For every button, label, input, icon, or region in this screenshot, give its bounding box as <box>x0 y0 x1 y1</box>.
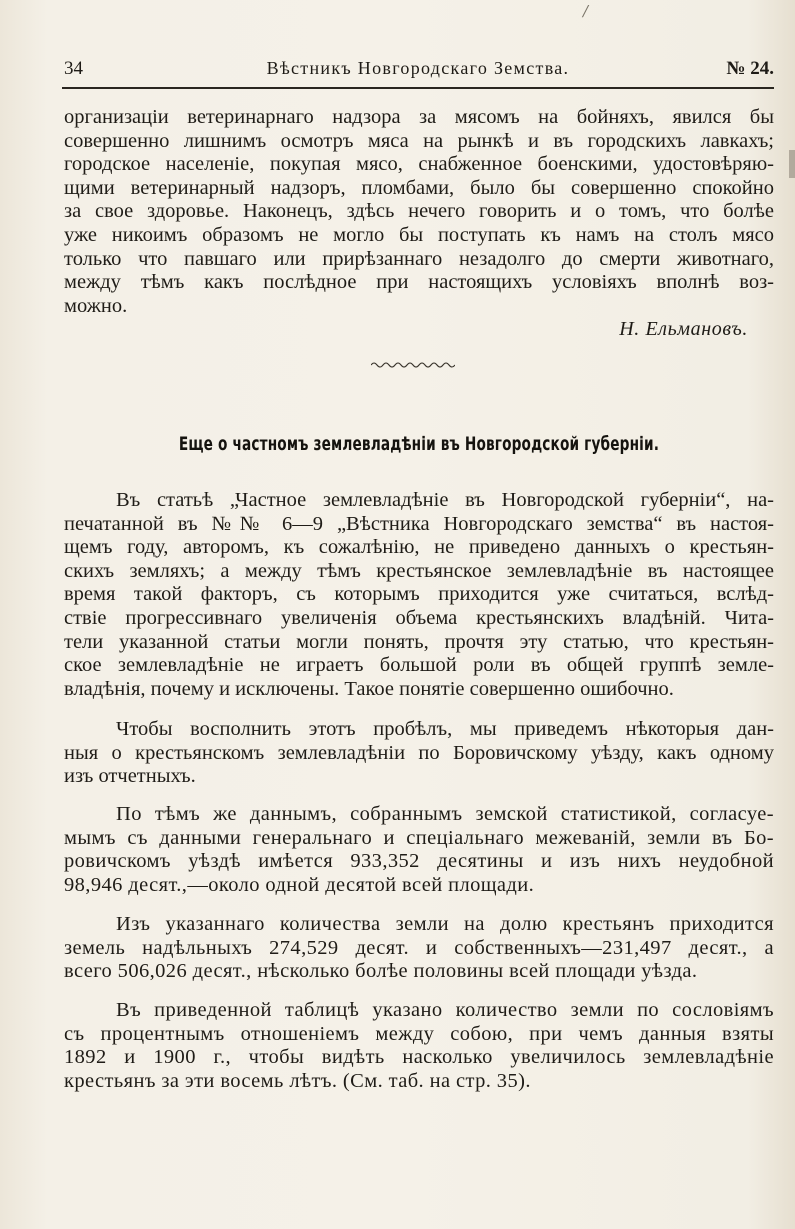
article-paragraph <box>64 803 774 897</box>
article-title: Еще о частномъ землевладѣніи въ Новгородской губерніи. <box>178 433 660 455</box>
text-line: ствіе прогрессивнаго увеличенія объема крестьянскихъ владѣній. Чита- <box>64 606 774 629</box>
text-line: ныя о крестьянскомъ землевладѣніи по Боровичскому уѣзду, какъ одному <box>64 741 774 764</box>
text-line: совершенно лишнимъ осмотръ мяса на рынкѣ и въ городскихъ лавкахъ; <box>64 129 774 152</box>
article-paragraph <box>64 913 774 984</box>
text-line: между тѣмъ какъ послѣдное при настоящихъ условіяхъ вполнѣ воз- <box>64 271 774 294</box>
text-line: тели указанной статьи могли понять, прочтя эту статью, что крестьян- <box>64 630 774 653</box>
journal-title: Вѣстникъ Новгородскаго Земства. <box>266 58 570 78</box>
text-line: земель надѣльныхъ 274,529 десят. и собственныхъ—231,497 десят., а <box>64 936 774 959</box>
article-paragraph <box>64 999 774 1093</box>
text-line: печатанной въ №№ 6—9 „Вѣстника Новгородскаго земства“ въ настоя- <box>64 512 774 535</box>
text-line: изъ отчетныхъ. <box>64 765 196 788</box>
text-line: владѣнія, почему и исключены. Такое понятіе совершенно ошибочно. <box>64 677 674 700</box>
previous-article-text <box>64 106 774 318</box>
text-line: 1892 и 1900 г., чтобы видѣть насколько увеличилось землевладѣніе <box>64 1046 774 1069</box>
article-paragraph <box>64 718 774 789</box>
text-line: крестьянъ за эти восемь лѣтъ. (См. таб. на стр. 35). <box>64 1069 531 1092</box>
page-number: 34 <box>64 58 83 79</box>
text-line: скихъ земляхъ; а между тѣмъ крестьянское землевладѣніе въ настоящее <box>64 559 774 582</box>
text-line: Чтобы восполнить этотъ пробѣлъ, мы приведемъ нѣкоторыя дан- <box>116 718 774 740</box>
text-line: 98,946 десят.,—около одной десятой всей площади. <box>64 873 535 896</box>
text-line: Въ приведенной таблицѣ указано количество земли по сословіямъ <box>116 999 774 1021</box>
text-line: съ процентнымъ отношеніемъ между собою, при чемъ данныя взяты <box>64 1022 774 1045</box>
page-edge-tab <box>789 150 795 178</box>
pencil-mark: / <box>583 2 589 20</box>
text-line: уже никоимъ образомъ не могло бы поступать къ намъ на столъ мясо <box>64 223 774 246</box>
header-rule <box>62 87 774 89</box>
text-line: городское населеніе, покупая мясо, снабженное боенскими, удостовѣряю- <box>64 153 774 176</box>
text-line: организаціи ветеринарнаго надзора за мясомъ на бойняхъ, явился бы <box>64 106 774 128</box>
text-line: за свое здоровье. Наконецъ, здѣсь нечего говорить и о томъ, что болѣе <box>64 200 774 223</box>
running-head <box>62 58 774 84</box>
text-line: ровичскомъ уѣздѣ имѣется 933,352 десятины и изъ нихъ неудобной <box>64 850 774 873</box>
text-line: ское землевладѣніе не играетъ большой роли въ общей группѣ земле- <box>64 654 774 677</box>
text-line: щемъ году, авторомъ, къ сожалѣнію, не приведено данныхъ о крестьян- <box>64 536 774 559</box>
author-signature: Н. Ельмановъ. <box>619 318 748 340</box>
text-line: По тѣмъ же даннымъ, собраннымъ земской статистикой, согласуе- <box>116 803 774 825</box>
text-line: Изъ указаннаго количества земли на долю крестьянъ приходится <box>116 913 774 935</box>
text-line: мымъ съ данными генеральнаго и спеціальнаго межеваній, земли въ Бо- <box>64 826 774 849</box>
text-line: щими ветеринарный надзоръ, пломбами, было бы совершенно спокойно <box>64 176 774 199</box>
ornament-wavy-rule <box>371 360 455 370</box>
text-line: время такой факторъ, съ которымъ приходится уже считаться, вслѣд- <box>64 583 774 606</box>
text-line: можно. <box>64 294 128 317</box>
text-line: только что павшаго или прирѣзаннаго незадолго до смерти животнаго, <box>64 247 774 270</box>
text-line: Въ статьѣ „Частное землевладѣніе въ Новгородской губерніи“, на- <box>116 489 774 511</box>
article-paragraph <box>64 489 774 701</box>
issue-number: № 24. <box>726 58 774 79</box>
text-line: всего 506,026 десят., нѣсколько болѣе половины всей площади уѣзда. <box>64 960 698 983</box>
